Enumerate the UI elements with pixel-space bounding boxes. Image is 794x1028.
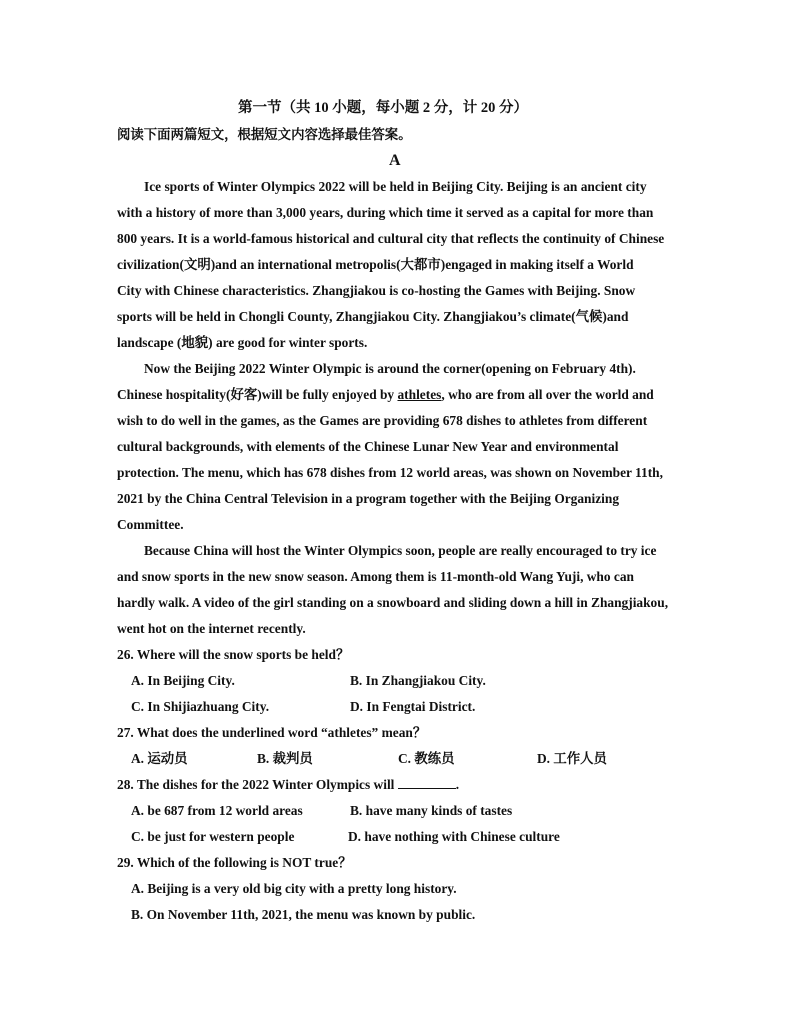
passage-line: civilization(文明)and an international metropolis(大都市)engaged in making itself a World [117,257,634,272]
question-stem: 26. Where will the snow sports be held？ [117,647,350,662]
passage-line: landscape (地貌) are good for winter sports. [117,335,368,350]
option-c: C. be just for western people [131,829,295,844]
option-b: B. In Zhangjiakou City. [350,673,486,688]
option-a: A. 运动员 [131,751,188,766]
passage-line: Ice sports of Winter Olympics 2022 will be held in Beijing City. Beijing is an ancient city [144,179,647,194]
passage-line: City with Chinese characteristics. Zhangjiakou is co-hosting the Games with Beijing. Snow [117,283,636,298]
passage-line: Because China will host the Winter Olympics soon, people are really encouraged to try ice [144,543,657,558]
option-d: D. In Fengtai District. [350,699,476,714]
passage-line: with a history of more than 3,000 years, during which time it served as a capital for more than [117,205,654,220]
passage-line: wish to do well in the games, as the Games are providing 678 dishes to athletes from different [117,413,648,428]
option-a: A. Beijing is a very old big city with a pretty long history. [131,881,457,896]
section-title: 第一节（共 10 小题，每小题 2 分，计 20 分） [238,100,528,116]
passage-text: , who are from all over the world and [441,387,654,402]
passage-line: cultural backgrounds, with elements of the Chinese Lunar New Year and environmental [117,439,619,454]
option-c: C. In Shijiazhuang City. [131,699,270,714]
passage-line: 800 years. It is a world-famous historical and cultural city that reflects the continuity of Chinese [117,231,665,246]
instruction-text: 阅读下面两篇短文，根据短文内容选择最佳答案。 [117,127,412,142]
passage-line: hardly walk. A video of the girl standing on a snowboard and sliding down a hill in Zhangjiakou, [117,595,669,610]
option-b: B. On November 11th, 2021, the menu was known by public. [131,907,476,922]
passage-text: Chinese hospitality(好客)will be fully enjoyed by [117,387,398,402]
question-stem: 27. What does the underlined word “athletes” mean？ [117,725,427,740]
option-c: C. 教练员 [398,751,455,766]
option-a: A. be 687 from 12 world areas [131,803,303,818]
passage-line: went hot on the internet recently. [117,621,306,636]
passage-line: 2021 by the China Central Television in a program together with the Beijing Organizing [117,491,620,506]
passage-line: Now the Beijing 2022 Winter Olympic is around the corner(opening on February 4th). [144,361,636,376]
question-stem-text: . [455,777,460,792]
passage-line: protection. The menu, which has 678 dishes from 12 world areas, was shown on November 11th, [117,465,663,480]
answer-blank [398,776,456,789]
question-stem-text: 28. The dishes for the 2022 Winter Olympics will [117,777,395,792]
option-b: B. 裁判员 [257,751,313,766]
question-stem: 29. Which of the following is NOT true？ [117,855,352,870]
question-stem [117,776,459,794]
option-a: A. In Beijing City. [131,673,235,688]
option-d: D. have nothing with Chinese culture [348,829,560,844]
passage-line: sports will be held in Chongli County, Zhangjiakou City. Zhangjiakou’s climate(气候)and [117,309,629,324]
passage-line: and snow sports in the new snow season. Among them is 11-month-old Wang Yuji, who can [117,569,635,584]
option-b: B. have many kinds of tastes [350,803,513,818]
passage-line [117,386,654,404]
option-d: D. 工作人员 [537,751,607,766]
underlined-word: athletes [397,387,442,402]
passage-letter: A [389,152,401,169]
passage-line: Committee. [117,517,184,532]
